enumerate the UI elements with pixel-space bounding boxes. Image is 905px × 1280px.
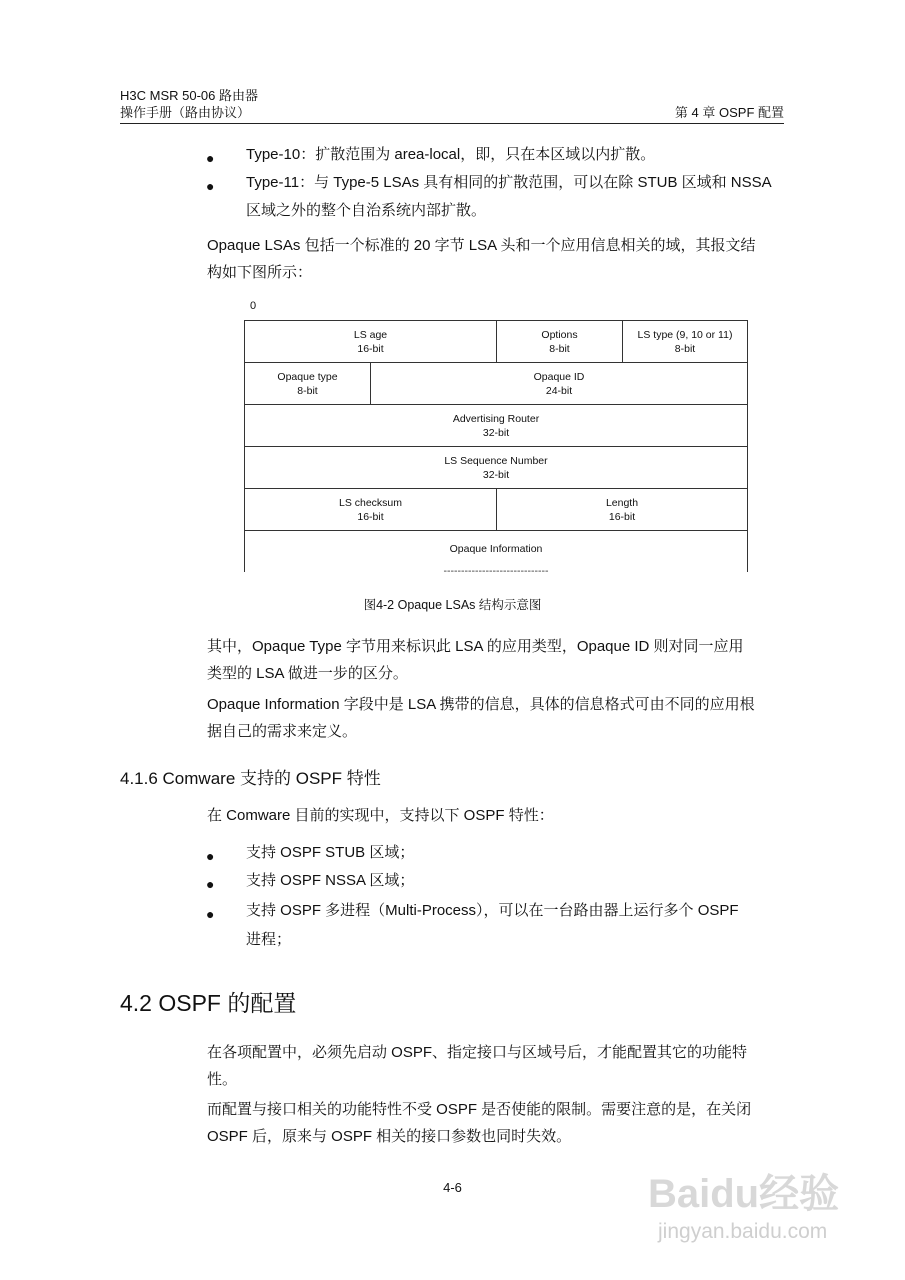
field-label: Opaque type bbox=[277, 370, 338, 383]
bullet-text: 支持 OSPF 多进程（Multi-Process），可以在一台路由器上运行多个 OSPF bbox=[246, 902, 739, 919]
field-label: LS age bbox=[353, 328, 388, 341]
field-label: Length bbox=[605, 496, 639, 509]
field-label: LS type (9, 10 or 11) bbox=[637, 328, 733, 341]
field-label: Opaque Information bbox=[449, 543, 543, 555]
header-chapter: 第 4 章 OSPF 配置 bbox=[674, 105, 784, 120]
header-manual: 操作手册（路由协议） bbox=[120, 105, 251, 120]
paragraph: 其中，Opaque Type 字节用来标识此 LSA 的应用类型，Opaque ID 则对同一应用 bbox=[207, 638, 744, 655]
bullet-text: 区域之外的整个自治系统内部扩散。 bbox=[246, 202, 487, 219]
paragraph: 类型的 LSA 做进一步的区分。 bbox=[207, 665, 408, 682]
field-size: 8-bit bbox=[549, 342, 570, 355]
field-size: 16-bit bbox=[357, 342, 384, 355]
field-label: LS checksum bbox=[338, 496, 403, 509]
section-heading-4-1-6: 4.1.6 Comware 支持的 OSPF 特性 bbox=[120, 769, 381, 788]
bullet-icon: ● bbox=[206, 906, 215, 922]
field-ls-type bbox=[622, 321, 748, 362]
field-label: LS Sequence Number bbox=[444, 454, 548, 467]
field-size: 8-bit bbox=[297, 384, 318, 397]
paragraph: 在 Comware 目前的实现中，支持以下 OSPF 特性： bbox=[207, 807, 554, 824]
field-size: 32-bit bbox=[482, 426, 510, 439]
field-opaque-type bbox=[244, 363, 370, 404]
bullet-text: Type-10：扩散范围为 area-local，即，只在本区域以内扩散。 bbox=[246, 146, 656, 163]
bullet-text: 进程； bbox=[246, 931, 292, 948]
paragraph: 在各项配置中，必须先启动 OSPF、指定接口与区域号后，才能配置其它的功能特 bbox=[207, 1044, 748, 1061]
paragraph: 构如下图所示： bbox=[207, 264, 313, 281]
field-label: Options bbox=[541, 328, 578, 341]
field-size: 16-bit bbox=[608, 510, 636, 523]
paragraph: Opaque Information 字段中是 LSA 携带的信息，具体的信息格式可由不同的应用根 bbox=[207, 696, 755, 713]
header-product: H3C MSR 50-06 路由器 bbox=[120, 88, 258, 103]
field-advertising-router bbox=[244, 405, 748, 446]
field-size: 24-bit bbox=[545, 384, 573, 397]
baidu-watermark-logo: Baidu经验 bbox=[648, 1172, 840, 1216]
field-options bbox=[496, 321, 622, 362]
bullet-icon: ● bbox=[206, 150, 215, 166]
bit-zero-label: 0 bbox=[250, 300, 257, 312]
field-size: 32-bit bbox=[482, 468, 510, 481]
field-size: 16-bit bbox=[357, 510, 384, 523]
paragraph: OSPF 后，原来与 OSPF 相关的接口参数也同时失效。 bbox=[207, 1128, 572, 1145]
bullet-text: 支持 OSPF NSSA 区域； bbox=[246, 872, 415, 889]
paragraph: 性。 bbox=[207, 1071, 238, 1088]
figure-caption: 图4-2 Opaque LSAs 结构示意图 bbox=[363, 598, 542, 612]
bullet-text: 支持 OSPF STUB 区域； bbox=[246, 844, 415, 861]
field-ls-sequence-number bbox=[244, 447, 748, 488]
field-size: 8-bit bbox=[674, 342, 696, 355]
field-ls-checksum bbox=[244, 489, 496, 530]
watermark-url: jingyan.baidu.com bbox=[658, 1220, 828, 1243]
section-heading-4-2: 4.2 OSPF 的配置 bbox=[120, 990, 297, 1016]
paragraph: Opaque LSAs 包括一个标准的 20 字节 LSA 头和一个应用信息相关的域，其报文结 bbox=[207, 237, 756, 254]
paragraph: 据自己的需求来定义。 bbox=[207, 723, 358, 740]
field-opaque-information bbox=[244, 530, 748, 577]
bullet-icon: ● bbox=[206, 876, 215, 892]
field-length bbox=[496, 489, 748, 530]
field-label: Opaque ID bbox=[533, 370, 585, 383]
paragraph: 而配置与接口相关的功能特性不受 OSPF 是否使能的限制。需要注意的是，在关闭 bbox=[207, 1101, 752, 1118]
bullet-icon: ● bbox=[206, 848, 215, 864]
header-rule bbox=[120, 123, 784, 124]
bullet-icon: ● bbox=[206, 178, 215, 194]
field-ls-age bbox=[244, 321, 496, 362]
bullet-text: Type-11：与 Type-5 LSAs 具有相同的扩散范围，可以在除 STUB 区域和 NSSA bbox=[246, 174, 772, 191]
field-opaque-id bbox=[370, 363, 748, 404]
page-number: 4-6 bbox=[443, 1180, 462, 1195]
field-label: Advertising Router bbox=[452, 412, 540, 425]
continuation-dashes: ------------------------------ bbox=[443, 565, 549, 577]
opaque-lsa-diagram bbox=[244, 320, 748, 577]
